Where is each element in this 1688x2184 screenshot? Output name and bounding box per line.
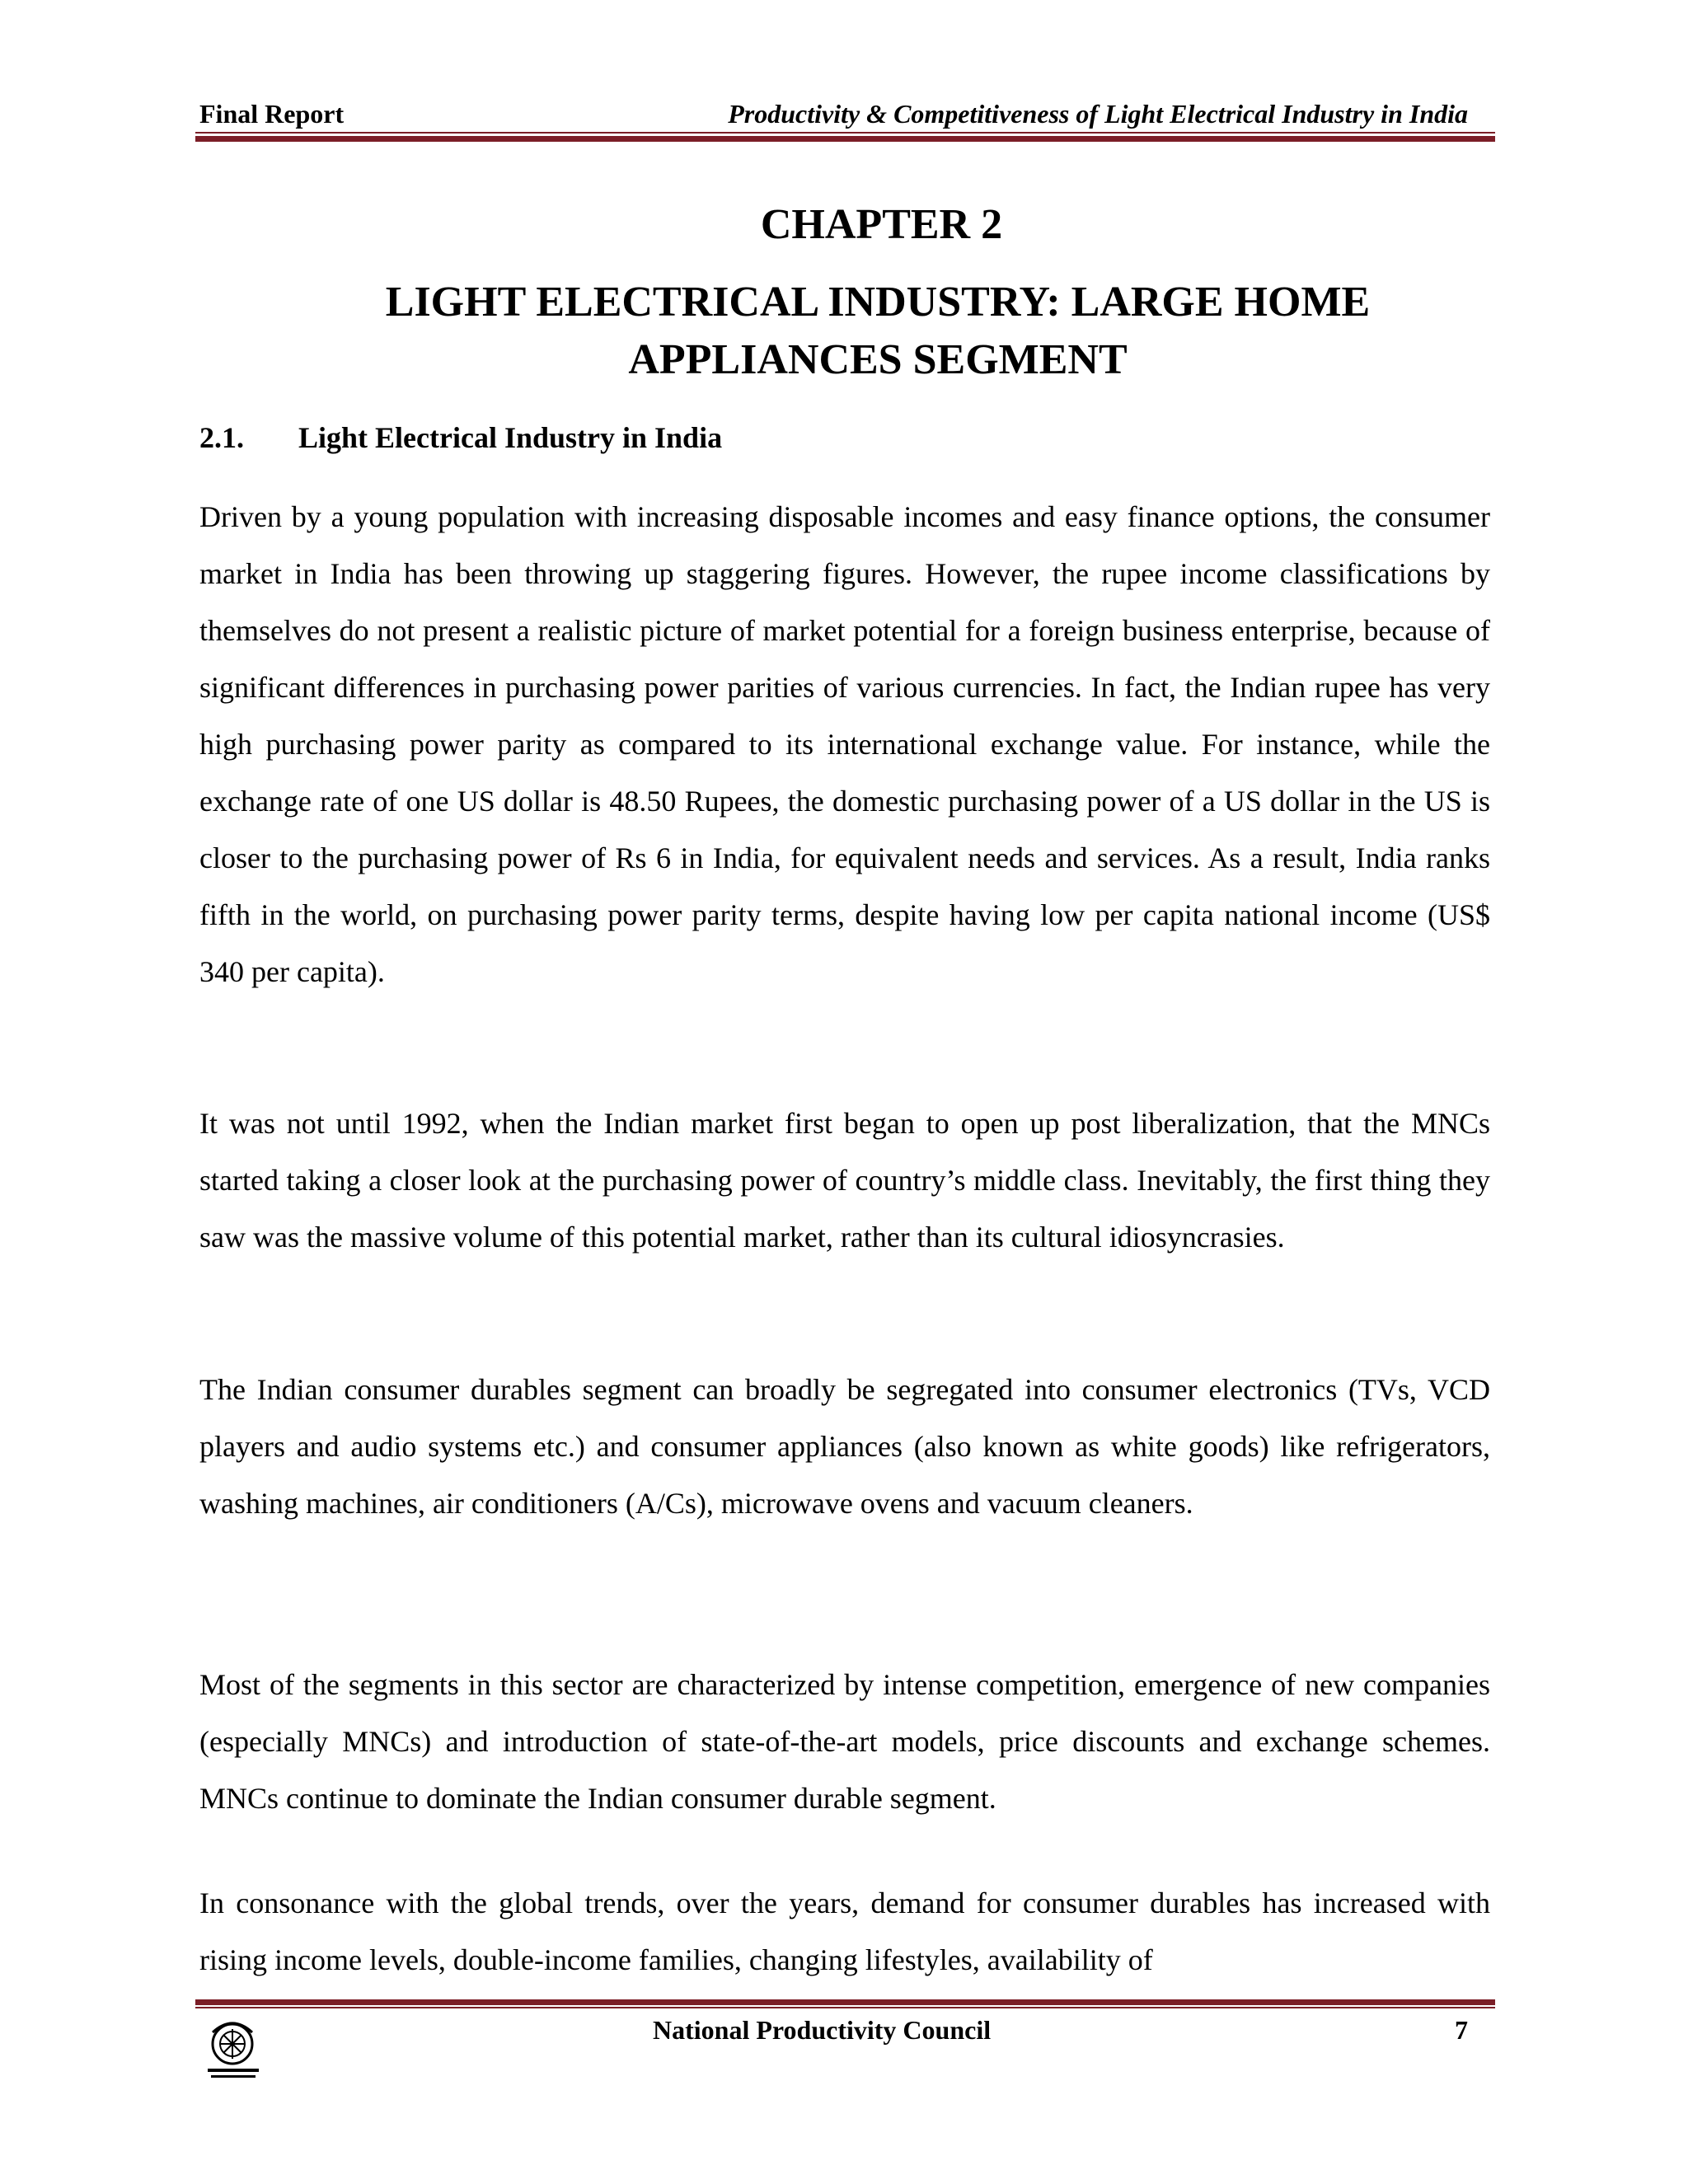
footer-rule-thin [195,2007,1495,2008]
header-rule-thick [195,136,1495,142]
section-title: Light Electrical Industry in India [298,421,723,454]
header-report-label: Final Report [199,99,345,129]
npc-emblem-icon [196,2011,279,2093]
section-heading [199,417,722,458]
header-document-title: Productivity & Competitiveness of Light Electrical Industry in India [728,99,1468,129]
body-paragraph-2: It was not until 1992, when the Indian market first began to open up post liberalization, that the MNCs started taking a closer look at the purchasing power of country’s middle class. Inevitably, the first thing they saw was the massive volume of this potential market, rather than its cultural idiosyncrasies. [199,1107,1490,1254]
chapter-number: CHAPTER 2 [760,201,1003,248]
body-paragraph-4: Most of the segments in this sector are characterized by intense competition, emergence of new companies (especially MNCs) and introduction of state-of-the-art models, price discounts and exchange schemes. MNCs continue to dominate the Indian consumer durable segment. [199,1668,1490,1815]
footer-rule-thick [195,1999,1495,2005]
body-paragraph-5: In consonance with the global trends, over the years, demand for consumer durables has increased with rising income levels, double-income families, changing lifestyles, availability of [199,1886,1490,1976]
page-number: 7 [1455,2015,1468,2045]
header-rule-thin [195,132,1495,134]
body-paragraph-1: Driven by a young population with increasing disposable incomes and easy finance options, the consumer market in India has been throwing up staggering figures. However, the rupee income classifications by themselves do not present a realistic picture of market potential for a foreign business enterprise, because of significant differences in purchasing power parities of various currencies. In fact, the Indian rupee has very high purchasing power parity as compared to its international exchange value. For instance, while the exchange rate of one US dollar is 48.50 Rupees, the domestic purchasing power of a US dollar in the US is closer to the purchasing power of Rs 6 in India, for equivalent needs and services. As a result, India ranks fifth in the world, on purchasing power parity terms, despite having low per capita national income (US$ 340 per capita). [199,500,1490,988]
chapter-title: LIGHT ELECTRICAL INDUSTRY: LARGE HOME APPLIANCES SEGMENT [385,279,1371,383]
footer-organization: National Productivity Council [653,2015,992,2045]
section-number: 2.1. [199,421,244,454]
body-paragraph-3: The Indian consumer durables segment can broadly be segregated into consumer electronics (TVs, VCD players and audio systems etc.) and consumer appliances (also known as white goods) like refrigerators, washing machines, air conditioners (A/Cs), microwave ovens and vacuum cleaners. [199,1373,1490,1520]
